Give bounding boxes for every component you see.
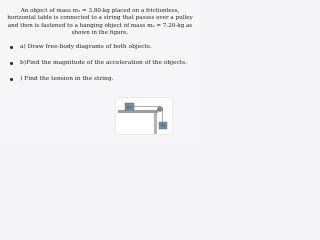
part-a [10,44,195,51]
table-top [118,110,158,113]
part-a-text: a) Draw free-body diagrams of both objects. [20,44,152,50]
part-c-text: ) Find the tension in the string. [20,76,114,82]
mass2-label: m₂ [160,123,166,128]
pulley-diagram [116,98,172,134]
part-b [10,60,195,67]
table-leg [154,113,157,134]
pulley-figure [116,98,172,134]
part-c [10,76,195,83]
mass1-label: m₁ [127,104,132,109]
problem-statement: An object of mass m₁ = 3.80-kg placed on a frictionless, horizontal table is connected to a string that passes over a pulley and then is fastened to a hanging object of mass m₂ = 7.20-kg as shown in the figure. [7,8,193,37]
page [0,0,200,138]
question-parts-list [10,44,195,92]
bullet-icon [10,46,13,49]
part-b-text: b)Find the magnitude of the acceleration of the objects. [20,60,188,66]
bullet-icon [10,78,13,81]
bullet-icon [10,62,13,65]
